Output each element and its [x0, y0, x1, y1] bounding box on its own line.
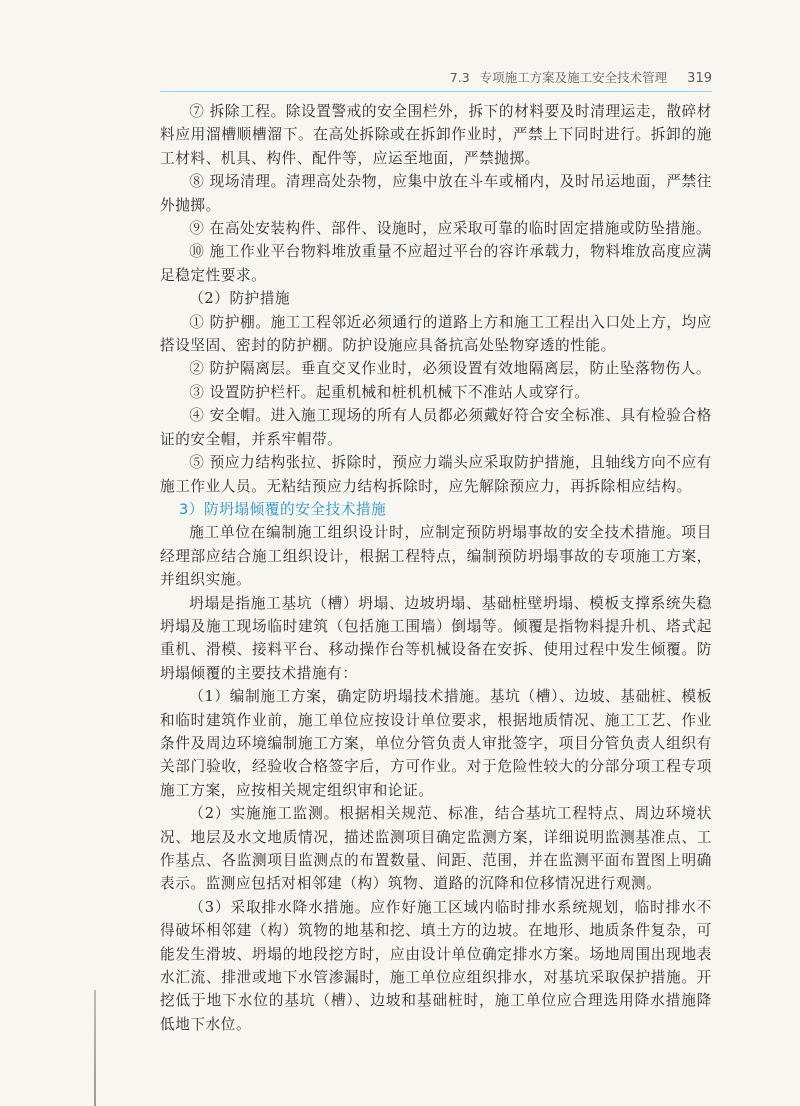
- paragraph: ⑧ 现场清理。清理高处杂物，应集中放在斗车或桶内，及时吊运地面，严禁往外抛掷。: [160, 173, 712, 214]
- paragraph: ⑩ 施工作业平台物料堆放重量不应超过平台的容许承载力，物料堆放高度应满足稳定性要求。: [160, 243, 712, 284]
- paragraph: （3）采取排水降水措施。应作好施工区域内临时排水系统规划，临时排水不得破坏相邻建（构）筑物的地基和挖、填土方的边坡。在地形、地质条件复杂，可能发生滑坡、坍塌的地段挖方时，应由设计单位确定排水方案。场地周围出现地表水汇流、排泄或地下水管渗漏时，施工单位应组织排水，对基坑采取保护措施。开挖低于地下水位的基坑（槽）、边坡和基础桩时，施工单位应合理选用降水措施降低地下水位。: [160, 898, 712, 1033]
- paragraph: ② 防护隔离层。垂直交叉作业时，必须设置有效地隔离层，防止坠落物伤人。: [189, 360, 712, 378]
- paragraph: （1）编制施工方案，确定防坍塌技术措施。基坑（槽）、边坡、基础桩、模板和临时建筑作业前，施工单位应按设计单位要求，根据地质情况、施工工艺、作业条件及周边环境编制施工方案，单位分管负责人审批签字，项目分管负责人组织有关部门验收，经验收合格签字后，方可作业。对于危险性较大的分部分项工程专项施工方案，应按相关规定组织审和论证。: [160, 688, 712, 799]
- paragraph: 坍塌是指施工基坑（槽）坍塌、边坡坍塌、基础桩壁坍塌、模板支撑系统失稳坍塌及施工现场临时建筑（包括施工围墙）倒塌等。倾覆是指物料提升机、塔式起重机、滑模、接料平台、移动操作台等机械设备在安拆、使用过程中发生倾覆。防坍塌倾覆的主要技术措施有：: [160, 594, 712, 682]
- page-edge-mark: [94, 990, 96, 1106]
- paragraph: ③ 设置防护栏杆。起重机械和桩机机械下不准站人或穿行。: [189, 383, 590, 401]
- paragraph: （2）实施施工监测。根据相关规范、标准，结合基坑工程特点、周边环境状况、地层及水文地质情况，描述监测项目确定监测方案，详细说明监测基准点、工作基点、各监测项目监测点的布置数量、间距、范围，并在监测平面布置图上明确表示。监测应包括对相邻建（构）筑物、道路的沉降和位移情况进行观测。: [160, 805, 712, 893]
- paragraph: 施工单位在编制施工组织设计时，应制定预防坍塌事故的安全技术措施。项目经理部应结合施工组织设计，根据工程特点，编制预防坍塌事故的专项施工方案，并组织实施。: [160, 524, 712, 589]
- section-heading: 3）防坍塌倾覆的安全技术措施: [178, 500, 387, 518]
- running-header: [160, 68, 712, 86]
- paragraph: ⑤ 预应力结构张拉、拆除时，预应力端头应采取防护措施，且轴线方向不应有施工作业人员。无粘结预应力结构拆除时，应先解除预应力，再拆除相应结构。: [160, 454, 712, 495]
- section-number: 7.3: [449, 70, 470, 85]
- paragraph: ① 防护棚。施工工程邻近必须通行的道路上方和施工工程出入口处上方，均应搭设坚固、密封的防护棚。防护设施应具备抗高处坠物穿透的性能。: [160, 313, 712, 355]
- paragraph: ⑦ 拆除工程。除设置警戒的安全围栏外，拆下的材料要及时清理运走，散碎材料应用溜槽顺槽溜下。在高处拆除或在拆卸作业时，严禁上下同时进行。拆卸的施工材料、机具、构件、配件等，应运至地面，严禁抛掷。: [160, 103, 712, 167]
- subheading: （2）防护措施: [189, 290, 291, 308]
- body-text: [160, 100, 712, 1036]
- paragraph: ④ 安全帽。进入施工现场的所有人员都必须戴好符合安全标准、具有检验合格证的安全帽，并系牢帽带。: [160, 407, 712, 448]
- page-number: 319: [687, 71, 712, 86]
- header-divider: [160, 91, 712, 92]
- section-title: 专项施工方案及施工安全技术管理: [479, 70, 668, 85]
- paragraph: ⑨ 在高处安装构件、部件、设施时，应采取可靠的临时固定措施或防坠措施。: [189, 220, 712, 238]
